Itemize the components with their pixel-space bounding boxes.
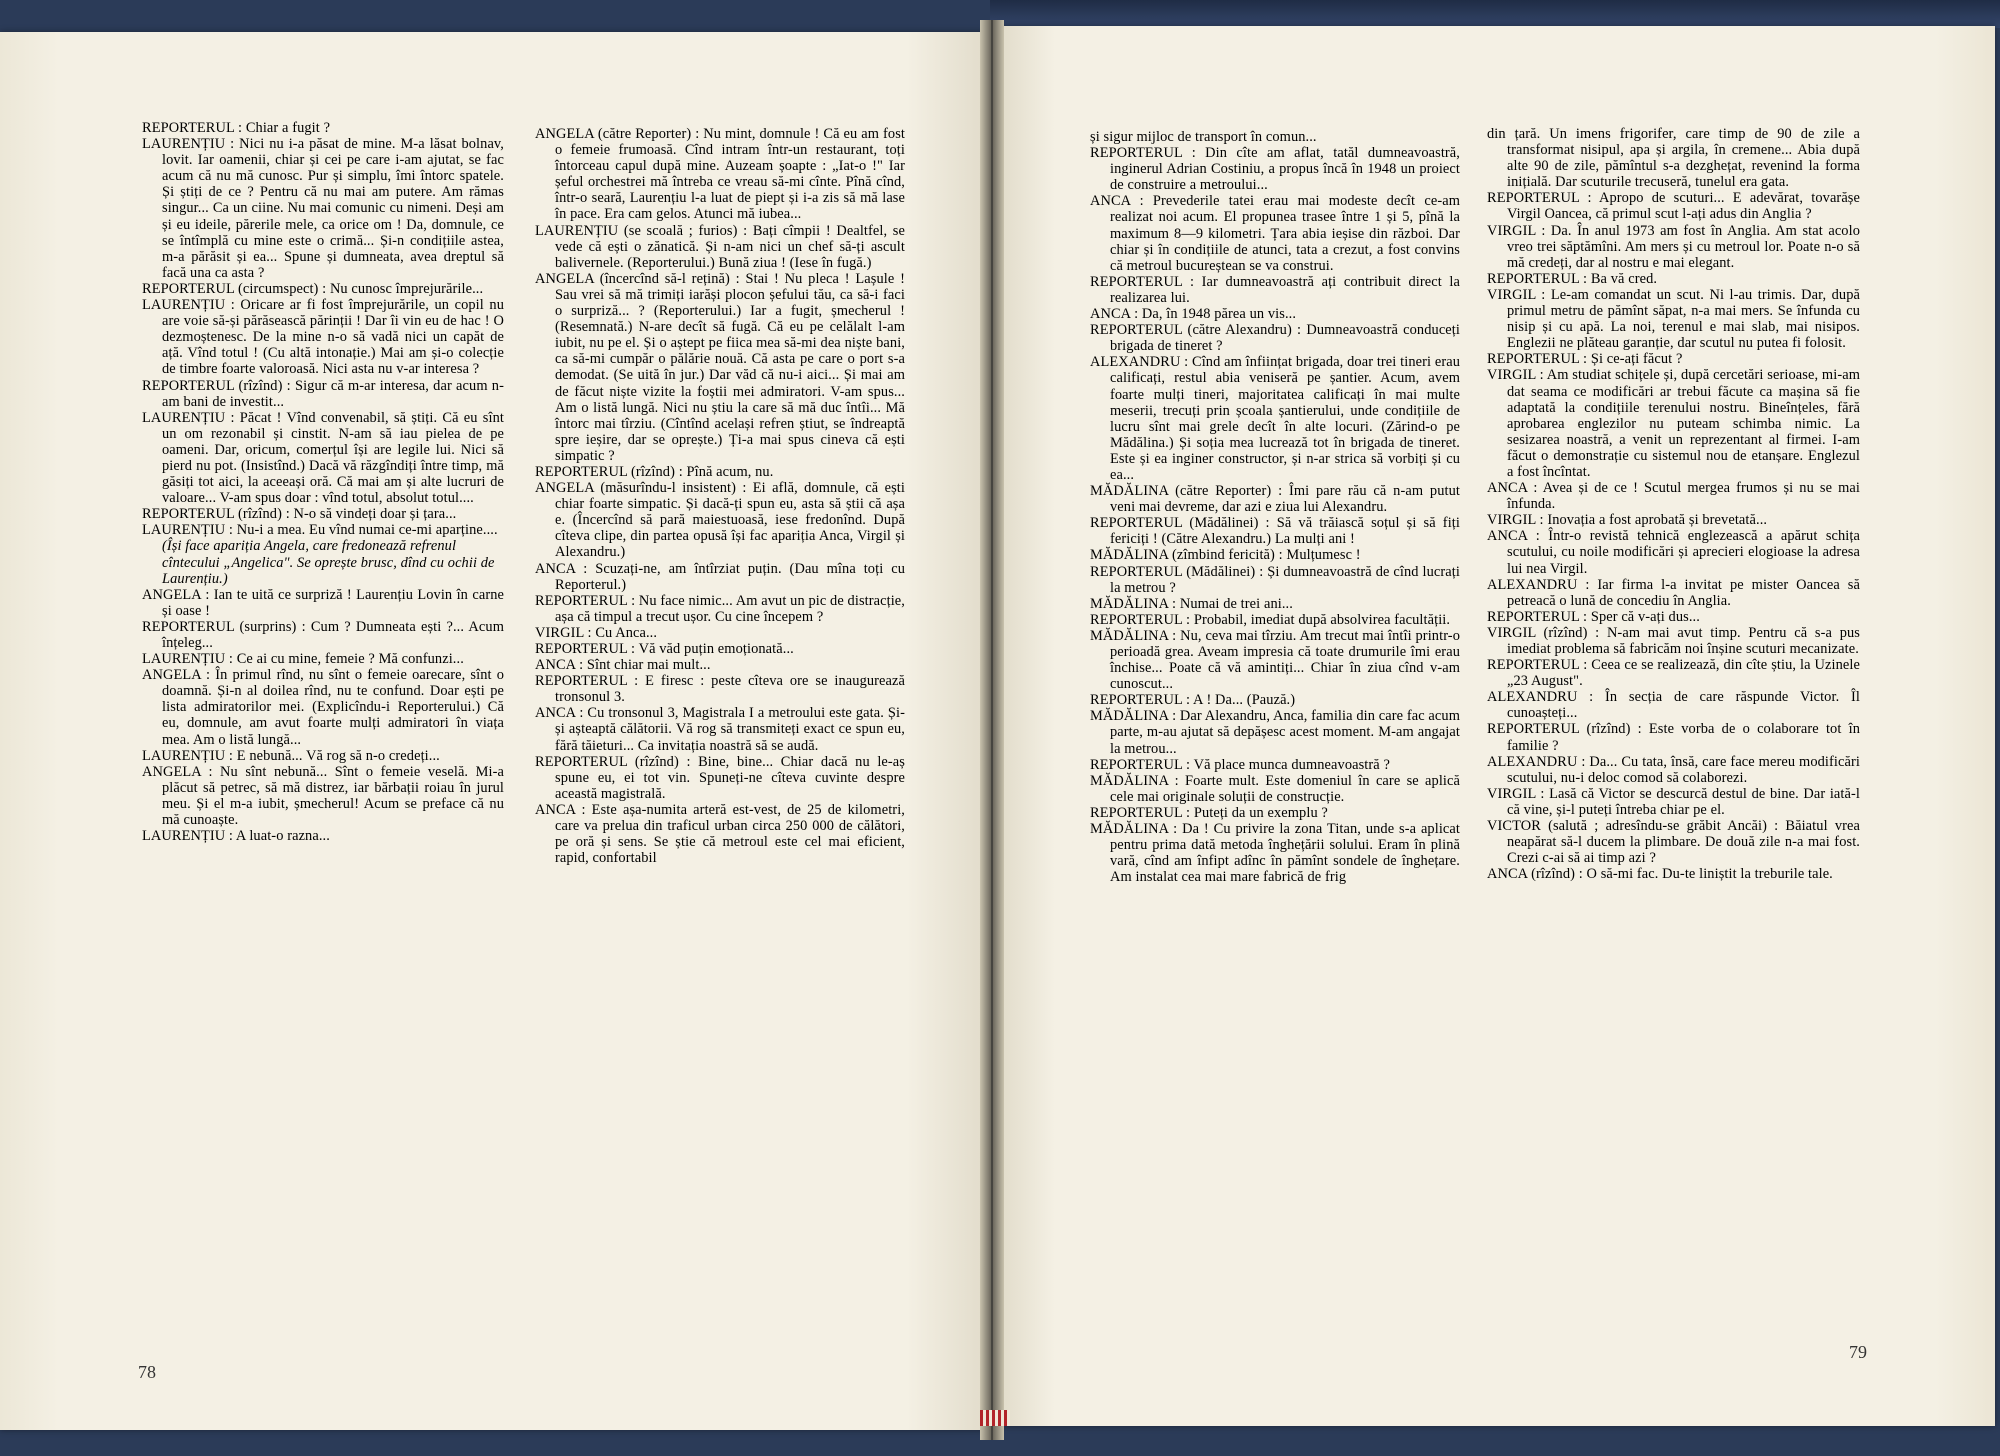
- dialogue-line: REPORTERUL (rîzînd) : Bine, bine... Chiar dacă nu le-aș spune eu, ei tot vin. Spuneți-ne cîteva cuvinte despre această magistrală.: [535, 753, 905, 802]
- dialogue-line: VICTOR (salută ; adresîndu-se grăbit Ancăi) : Băiatul vrea neapărat să-l ducem la plimbare. De două zile n-a mai fost. Crezi c-ai să ai timp azi ?: [1487, 818, 1860, 867]
- dialogue-line: VIRGIL : Da. În anul 1973 am fost în Anglia. Am stat acolo vreo trei săptămîni. Am mers și cu metroul lor. Poate n-o să mă credeți, dar al nostru e mai elegant.: [1487, 222, 1860, 271]
- dialogue-line: ALEXANDRU : În secția de care răspunde Victor. Îl cunoașteți...: [1487, 689, 1860, 722]
- dialogue-line: VIRGIL : Lasă că Victor se descurcă destul de bine. Dar iată-l că vine, și-l puteți întreba chiar pe el.: [1487, 785, 1860, 818]
- dialogue-line: REPORTERUL (circumspect) : Nu cunosc împrejurările...: [142, 280, 484, 297]
- dialogue-line: ANGELA (încercînd să-l rețină) : Stai ! Nu pleca ! Lașule ! Sau vrei să mă trimiți iarăși plocon șefului tău, ca să-i faci o surpriză... ? (Reporterului.) Iar a fugit, șmecherul ! (Resemnată.) N-are decît să fugă. Că eu pe celălalt l-am iubit, nu pe el. Și o aștept pe fiica mea să-mi dea niște bani, ca să-mi cumpăr o pălărie nouă. Că asta pe care o port s-a demodat. (Se uită în jur.) Dar văd că nu-i aici... Și mai am de făcut niște vizite la foștii mei admiratori. V-am spus... Am o listă lungă. Nici nu știu la care să mă duc întîi... Mă întorc mai tîrziu. (Cîntînd același refren știut, se îndreaptă spre ieșire, dar se oprește.) Ți-a mai spus cineva că ești simpatic ?: [535, 270, 905, 464]
- dialogue-line: MĂDĂLINA : Dar Alexandru, Anca, familia din care fac acum parte, m-au ajutat să depășesc acest moment. M-am angajat la metrou...: [1090, 708, 1460, 757]
- dialogue-line: ANGELA : Ian te uită ce surpriză ! Laurențiu Lovin în carne și oase !: [142, 586, 504, 619]
- dialogue-line: REPORTERUL : Nu face nimic... Am avut un pic de distracție, așa că timpul a trecut ușor. Cu cine începem ?: [535, 592, 905, 625]
- dialogue-line: ANCA : Da, în 1948 părea un vis...: [1090, 306, 1297, 323]
- book-cover-edge: [990, 0, 2000, 28]
- dialogue-line: ALEXANDRU : Iar firma l-a invitat pe mister Oancea să petreacă o lună de concediu în Anglia.: [1487, 576, 1860, 609]
- dialogue-line: ALEXANDRU : Da... Cu tata, însă, care face mereu modificări scutului, nu-i deloc comod să colaborezi.: [1487, 753, 1860, 786]
- dialogue-line: ANGELA (către Reporter) : Nu mint, domnule ! Că eu am fost o femeie frumoasă. Cînd intram într-un restaurant, toți întorceau capul după mine. Auzeam șoapte : „Iat-o !" Iar șeful orchestrei mă întreba ce vreau să-mi cînte. Pînă cînd, într-o seară, Laurențiu l-a luat de piept și i-a zis să mă lase în pace. Era cam gelos. Atunci mă iubea...: [535, 126, 905, 223]
- dialogue-line: REPORTERUL : Chiar a fugit ?: [142, 120, 331, 136]
- dialogue-line: ANCA : Sînt chiar mai mult...: [535, 657, 711, 674]
- dialogue-line: MĂDĂLINA : Da ! Cu privire la zona Titan, unde s-a aplicat pentru prima dată metoda înghețării solului. Eram în plină vară, cînd am înfipt adînc în pămînt sondele de înghețare. Am instalat cea mai mare fabrică de frig: [1090, 821, 1460, 886]
- dialogue-line: REPORTERUL : Ba vă cred.: [1487, 270, 1658, 287]
- dialogue-line: ANGELA : În primul rînd, nu sînt o femeie oarecare, sînt o doamnă. Și-n al doilea rînd, nu te confund. Doar ești pe lista admiratorilor mei. (Explicîndu-i Reporterului.) Că eu, domnule, am avut foarte mulți admiratori în viața mea. Am o listă lungă...: [142, 667, 504, 748]
- dialogue-line: REPORTERUL : Vă văd puțin emoționată...: [535, 641, 794, 657]
- dialogue-line: ANCA : Avea și de ce ! Scutul mergea frumos și nu se mai înfunda.: [1487, 480, 1860, 513]
- dialogue-line: REPORTERUL : Și ce-ați făcut ?: [1487, 351, 1683, 368]
- dialogue-line: ANCA : Cu tronsonul 3, Magistrala I a metroului este gata. Și-și așteaptă călătorii. Vă rog să transmiteți exact ce spun eu, fără tăieturi... Ca invitația noastră să se audă.: [535, 705, 905, 754]
- dialogue-line: VIRGIL : Inovația a fost aprobată și brevetată...: [1487, 512, 1768, 529]
- dialogue-line: REPORTERUL (rîzînd) : Este vorba de o colaborare tot în familie ?: [1487, 721, 1860, 754]
- dialogue-line: LAURENȚIU : Păcat ! Vînd convenabil, să știți. Că eu sînt un om rezonabil și cinstit. N-am să iau pielea de pe oameni. Dar, oricum, comerțul își are legile lui. Nici să pierd nu pot. (Insistînd.) Dacă vă răzgîndiți între timp, mă găsiți tot aici, la aceeași oră. Că mai am și alte lucruri de valoare... V-am spus doar : vînd totul, absolut totul....: [142, 409, 504, 507]
- dialogue-line: REPORTERUL : Din cîte am aflat, tatăl dumneavoastră, inginerul Adrian Costiniu, a propus încă în 1948 un proiect de construire a metroului...: [1090, 145, 1460, 194]
- dialogue-line: REPORTERUL (surprins) : Cum ? Dumneata ești ?... Acum înțeleg...: [142, 618, 504, 651]
- left-page-column-2: [535, 126, 905, 866]
- book-spine-gutter: [980, 20, 1004, 1440]
- dialogue-line: VIRGIL : Am studiat schițele și, după cercetări serioase, mi-am dat seama ce modificări ar trebui făcute ca mașina să fie adaptată la condițiile terenului nostru. Bineînțeles, fără aprobarea englezilor nu puteam schimba nimic. La sesizarea noastră, a venit un reprezentant al firmei. I-am făcut o demonstrație cu sistemul nou de etanșare. Englezul a fost încîntat.: [1487, 367, 1860, 480]
- dialogue-line: REPORTERUL (rîzînd) : N-o să vindeți doar și țara...: [142, 506, 457, 523]
- dialogue-line: ANCA (rîzînd) : O să-mi fac. Du-te liniștit la treburile tale.: [1487, 866, 1833, 883]
- dialogue-line: MĂDĂLINA : Foarte mult. Este domeniul în care se aplică cele mai originale soluții de construcție.: [1090, 772, 1460, 805]
- dialogue-line: REPORTERUL : E firesc : peste cîteva ore se inaugurează tronsonul 3.: [535, 673, 905, 706]
- dialogue-line: REPORTERUL : Iar dumneavoastră ați contribuit direct la realizarea lui.: [1090, 273, 1460, 306]
- page-number-right: 79: [1849, 1342, 1867, 1362]
- dialogue-line: REPORTERUL : A ! Da... (Pauză.): [1090, 692, 1296, 709]
- dialogue-line: VIRGIL : Cu Anca...: [535, 624, 658, 641]
- dialogue-line: MĂDĂLINA (zîmbind fericită) : Mulțumesc !: [1090, 547, 1361, 564]
- dialogue-line: ANCA : Într-o revistă tehnică englezească a apărut schița scutului, cu noile modificări și aprecieri elogioase la adresa lui nea Virgil.: [1487, 528, 1860, 577]
- dialogue-line: LAURENȚIU (se scoală ; furios) : Bați cîmpii ! Dealtfel, se vede că ești o zănatică. Și n-am nici un chef să-ți ascult balivernele. (Reporterului.) Bună ziua ! (Iese în fugă.): [535, 222, 905, 271]
- dialogue-line: REPORTERUL : Ceea ce se realizează, din cîte știu, la Uzinele „23 August".: [1487, 657, 1860, 690]
- dialogue-line: ANCA : Este așa-numita arteră est-vest, de 25 de kilometri, care va prelua din traficul urban circa 250 000 de călători, pe oră și sens. Se știe că metroul este cel mai eficient, rapid, confortabil: [535, 801, 905, 867]
- dialogue-line: REPORTERUL : Sper că v-ați dus...: [1487, 608, 1700, 625]
- dialogue-line: LAURENȚIU : Oricare ar fi fost împrejurările, un copil nu are voie să-și părăsească părinții ! Dar îi vin eu de hac ! O dezmoștenesc. De la mine n-o să vadă nici un capăt de ață. Vînd totul ! (Cu altă intonație.) Mai am și-o colecție de timbre foarte valoroasă. Nici asta nu v-ar interesa ?: [142, 297, 504, 378]
- dialogue-line: MĂDĂLINA : Numai de trei ani...: [1090, 595, 1293, 612]
- page-number-left: 78: [138, 1362, 156, 1382]
- dialogue-line: REPORTERUL (către Alexandru) : Dumneavoastră conduceți brigada de tineret ?: [1090, 322, 1460, 355]
- dialogue-line: MĂDĂLINA : Nu, ceva mai tîrziu. Am trecut mai întîi printr-o perioadă grea. Aveam impresia că toate drumurile îmi erau închise... Poate că vă amintiți... Chiar în ziua cînd v-am cunoscut...: [1090, 627, 1460, 693]
- dialogue-line: LAURENȚIU : A luat-o razna...: [142, 828, 330, 845]
- dialogue-line: REPORTERUL (Mădălinei) : Și dumneavoastră de cînd lucrați la metrou ?: [1090, 563, 1460, 596]
- stage-direction: (Își face apariția Angela, care fredonează refrenul cîntecului „Angelica". Se oprește brusc, dînd cu ochii de Laurențiu.): [162, 538, 495, 587]
- dialogue-line: și sigur mijloc de transport în comun...: [1090, 129, 1317, 145]
- dialogue-line: REPORTERUL : Vă place munca dumneavoastră ?: [1090, 756, 1390, 773]
- dialogue-line: LAURENȚIU : Ce ai cu mine, femeie ? Mă confunzi...: [142, 651, 464, 668]
- left-page-column-1: [142, 120, 504, 844]
- dialogue-line: din țară. Un imens frigorifer, care timp de 90 de zile a transformat nisipul, apa și argila, în cremene... Abia după alte 90 de zile, pămîntul s-a dezghețat, revenind la forma inițială. Dar scuturile trecuseră, tunelul era gata.: [1487, 126, 1860, 191]
- dialogue-line: REPORTERUL (rîzînd) : Sigur că m-ar interesa, dar acum n-am bani de investit...: [142, 377, 504, 410]
- dialogue-line: ANGELA : Nu sînt nebună... Sînt o femeie veselă. Mi-a plăcut să petrec, să mă distrez, iar bărbații roiau în jurul meu. Și el m-a iubit, șmecherul! Acum se preface că nu mă cunoaște.: [142, 763, 504, 829]
- dialogue-line: REPORTERUL : Apropo de scuturi... E adevărat, tovarășe Virgil Oancea, că primul scut l-ați adus din Anglia ?: [1487, 190, 1860, 223]
- dialogue-line: REPORTERUL : Probabil, imediat după absolvirea facultății.: [1090, 611, 1451, 628]
- dialogue-line: VIRGIL (rîzînd) : N-am mai avut timp. Pentru că s-a pus imediat problema să fabricăm noi înșine scuturi mecanizate.: [1487, 624, 1860, 657]
- headband: [980, 1410, 1010, 1426]
- dialogue-line: MĂDĂLINA (către Reporter) : Îmi pare rău că n-am putut veni mai devreme, dar azi e ziua lui Alexandru.: [1090, 483, 1460, 516]
- dialogue-line: REPORTERUL : Puteți da un exemplu ?: [1090, 804, 1328, 821]
- dialogue-line: LAURENȚIU : Nici nu i-a păsat de mine. M-a lăsat bolnav, lovit. Iar oamenii, chiar și cei pe care i-am ajutat, se fac acum că nu mă cunosc. Pur și simplu, îmi întorc spatele. Și știți de ce ? Pentru că nu mai am putere. Am rămas singur... Ca un ciine. Nu mai comunic cu nimeni. Deși am și eu ideile, părerile mele, ca orice om ! Da, domnule, ce se întîmplă cu mine este o crimă... Și-n condițiile astea, m-a părăsit și ea... Spune și dumneata, avea dreptul să facă una ca asta ?: [142, 136, 504, 281]
- dialogue-line: ANCA : Prevederile tatei erau mai modeste decît ce-am realizat noi acum. El propunea trasee între 1 și 5, pînă la maximum 8—9 kilometri. Țara abia ieșise din război. Dar chiar și în condițiile de atunci, tata a crezut, a fost convins că metroul bucureștean se va construi.: [1090, 193, 1460, 274]
- right-page-column-1: [1090, 129, 1460, 885]
- dialogue-line: VIRGIL : Le-am comandat un scut. Ni l-au trimis. Dar, după primul metru de pămînt săpat, n-a mai mers. Se înfunda cu nisip și cu apă. La noi, terenul e mai slab, mai nisipos. Englezii ne plăteau garanție, dar scutul nu putea fi folosit.: [1487, 286, 1860, 352]
- dialogue-line: REPORTERUL (rîzînd) : Pînă acum, nu.: [535, 463, 774, 480]
- dialogue-line: LAURENȚIU : Nu-i a mea. Eu vînd numai ce-mi aparține....: [142, 522, 498, 539]
- dialogue-line: ALEXANDRU : Cînd am înființat brigada, doar trei tineri erau calificați, restul abia veniseră pe șantier. Acum, avem foarte mulți tineri, majoritatea calificați în mai multe meserii, trecuți prin școala șantierului, unde condițiile de lucru sînt mai grele decît în alte locuri. (Zărind-o pe Mădălina.) Și soția mea lucrează tot în brigada de tineret. Este și ea inginer constructor, și n-ar strica să vorbiți și cu ea...: [1090, 354, 1460, 483]
- dialogue-line: LAURENȚIU : E nebună... Vă rog să n-o credeți...: [142, 747, 440, 764]
- dialogue-line: ANCA : Scuzați-ne, am întîrziat puțin. (Dau mîna toți cu Reporterul.): [535, 560, 905, 593]
- right-page-column-2: [1487, 126, 1860, 882]
- dialogue-line: REPORTERUL (Mădălinei) : Să vă trăiască soțul și să fiți fericiți ! (Către Alexandru.) La mulți ani !: [1090, 515, 1460, 548]
- dialogue-line: ANGELA (măsurîndu-l insistent) : Ei află, domnule, că ești chiar foarte simpatic. Și dacă-ți spun eu, asta să știi că așa e. (Încercînd să pară maiestuoasă, iese fredonînd. După cîteva clipe, din partea opusă își fac apariția Anca, Virgil și Alexandru.): [535, 480, 905, 561]
